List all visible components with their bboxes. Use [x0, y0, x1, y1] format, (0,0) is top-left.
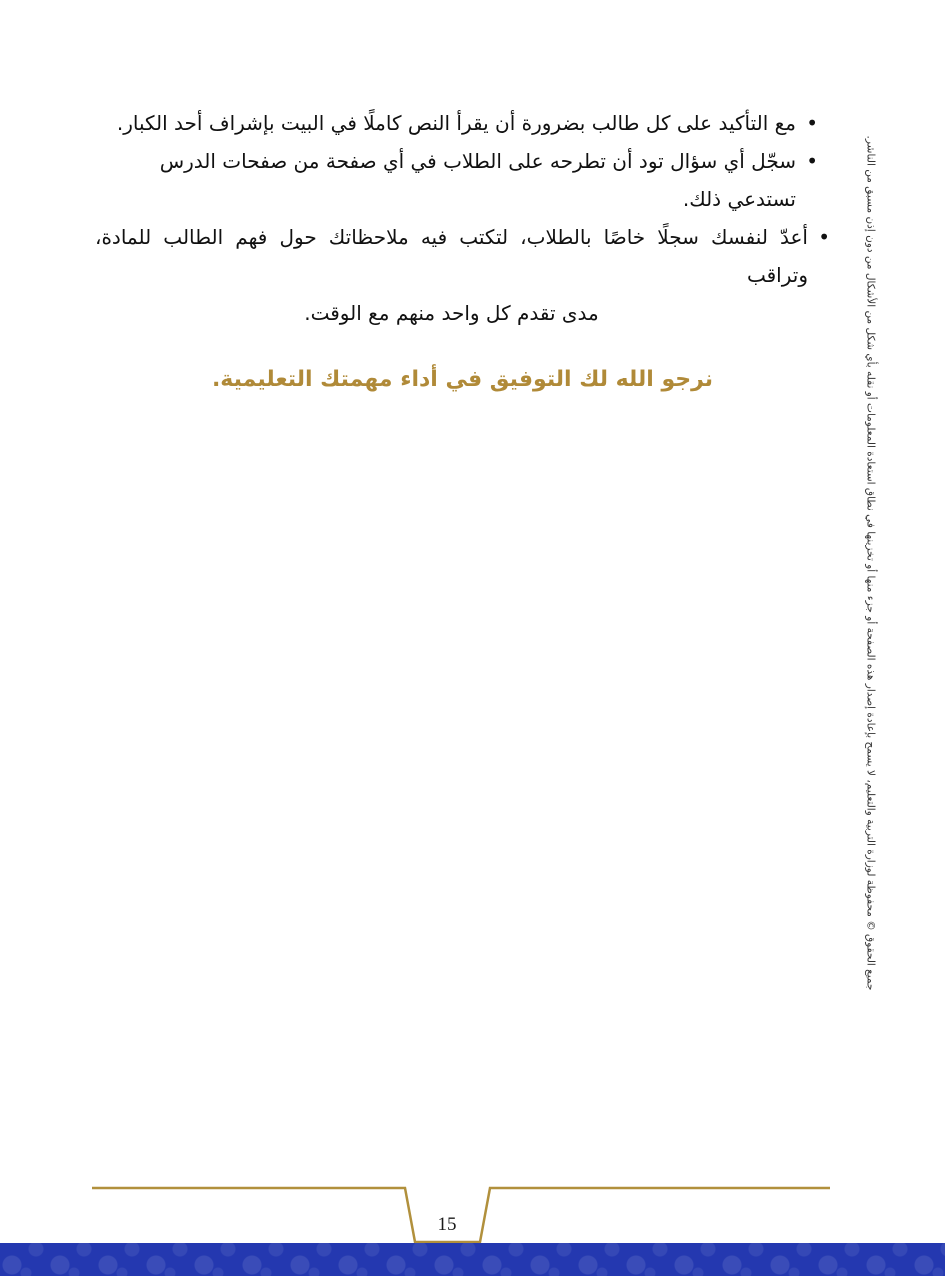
bullet-icon: •	[818, 225, 830, 249]
bullet-text: مع التأكيد على كل طالب بضرورة أن يقرأ النص كاملًا في البيت بإشراف أحد الكبار.	[116, 111, 796, 135]
bullet-list	[95, 104, 830, 332]
bullet-item	[95, 218, 830, 332]
page-number: 15	[437, 1214, 457, 1235]
blessing-heading: نرجو الله لك التوفيق في أداء مهمتك التعليمية.	[211, 367, 714, 392]
bullet-text: سجّل أي سؤال تود أن تطرحه على الطلاب في أي صفحة من صفحات الدرس تستدعي ذلك.	[159, 149, 796, 211]
bullet-icon: •	[806, 149, 818, 173]
content-area	[95, 104, 830, 395]
bullet-icon: •	[806, 111, 818, 135]
bullet-text-line: أعدّ لنفسك سجلًا خاصًا بالطلاب، لتكتب فيه ملاحظاتك حول فهم الطالب للمادة، وتراقب	[95, 225, 808, 287]
bullet-item	[95, 104, 830, 142]
gold-notched-rule	[92, 1188, 830, 1242]
copyright-vertical-text: جميع الحقوق © محفوظة لوزارة التربية والتعليم، لا يسمح بإعادة إصدار هذه الصفحة أو جزء منها أو تخزينها في نطاق استعادة المعلومات أو نقله بأي شكل من الأشكال من دون إذن مسبق من الناشر.	[864, 135, 877, 991]
bullet-text-line: مدى تقدم كل واحد منهم مع الوقت.	[304, 301, 599, 325]
bullet-item	[95, 142, 830, 218]
bullet-text	[95, 218, 808, 332]
bottom-bar	[0, 1243, 945, 1276]
